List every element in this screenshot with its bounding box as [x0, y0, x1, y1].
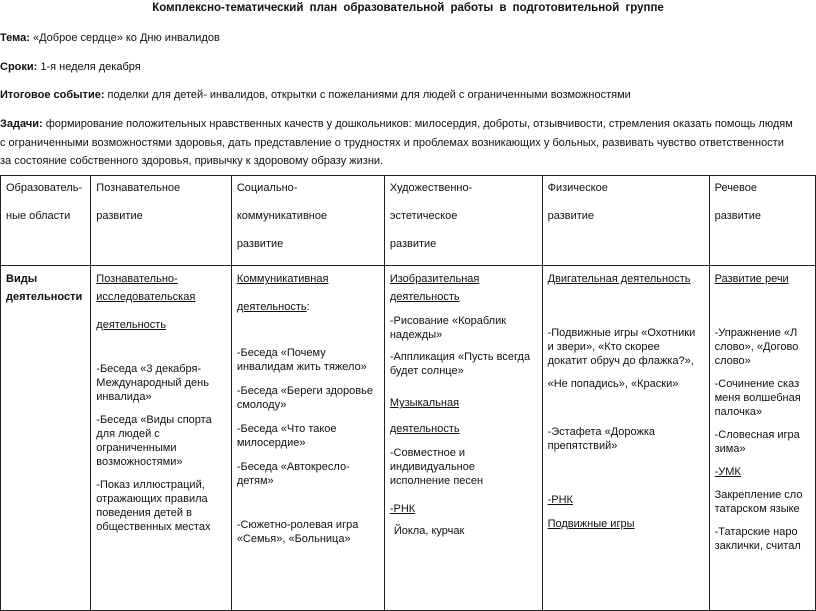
- header-cognitive: Познавательное развитие: [91, 176, 232, 266]
- theme-value: «Доброе сердце» ко Дню инвалидов: [29, 32, 220, 44]
- header-physical: Физическое развитие: [542, 176, 709, 266]
- final-event-line: [0, 89, 631, 101]
- cell-social: Коммуникативная деятельность: -Беседа «Почему инвалидам жить тяжело» -Беседа «Береги здоровье смолоду» -Беседа «Что такое милосердие» -Беседа «Автокресло- детям» -Сюжетно-ролевая игра «Семья», «Больница»: [231, 266, 384, 611]
- cell-artistic: Изобразительная деятельность -Рисование «Кораблик надежды» -Аппликация «Пусть всегда будет солнце» Музыкальная деятельность -Совместное и индивидуальное исполнение песен -РНК Йокла, курчак: [384, 266, 542, 611]
- header-social: Социально- коммуникативное развитие: [231, 176, 384, 266]
- row-label: Виды деятельности: [1, 266, 91, 611]
- plan-table: [0, 175, 816, 611]
- activities-row: [1, 266, 816, 611]
- period-label: Сроки:: [0, 61, 38, 73]
- cell-cognitive: Познавательно- исследовательская деятельность -Беседа «3 декабря- Международный день инвалида» -Беседа «Виды спорта для людей с ограниченными возможностями» -Показ иллюстраций, отражающих правила поведения детей в общественных местах: [91, 266, 232, 611]
- period-line: [0, 61, 141, 73]
- final-event-label: Итоговое событие:: [0, 89, 105, 101]
- period-value: 1-я неделя декабря: [37, 61, 141, 73]
- page-title: Комплексно-тематический план образовательной работы в подготовительной группе: [152, 2, 664, 14]
- header-areas: Образователь- ные области: [1, 176, 91, 266]
- header-row: [1, 176, 816, 266]
- header-speech: Речевое развитие: [709, 176, 815, 266]
- final-event-value: поделки для детей- инвалидов, открытки с пожеланиями для людей с ограниченными возможностями: [104, 89, 631, 101]
- tasks-line-3: за состояние собственного здоровья, привычку к здоровому образу жизни.: [0, 155, 384, 167]
- cell-physical: Двигательная деятельность -Подвижные игры «Охотники и звери», «Кто скорее докатит обруч до флажка?», «Не попадись», «Краски» -Эстафета «Дорожка препятствий» -РНК Подвижные игры: [542, 266, 709, 611]
- header-artistic: Художественно- эстетическое развитие: [384, 176, 542, 266]
- tasks-line-2: с ограниченными возможностями здоровья, дать представление о трудностях и проблемах возникающих у больных, развивать чувство ответственности: [0, 136, 784, 149]
- cell-speech: Развитие речи -Упражнение «Л слово», «Догово слово» -Сочинение сказ меня волшебная палочка» -Словесная игра зима» -УМК Закрепление сло татарском языке -Татарские наро заклички, считал: [709, 266, 815, 611]
- tasks-label: Задачи:: [0, 118, 43, 130]
- theme-label: Тема:: [0, 32, 30, 44]
- tasks-line-1: формирование положительных нравственных качеств у дошкольников: милосердия, доброты, отзывчивости, стремления оказать помощь людям: [42, 118, 793, 130]
- tasks-block: [0, 115, 816, 171]
- theme-line: [0, 32, 220, 44]
